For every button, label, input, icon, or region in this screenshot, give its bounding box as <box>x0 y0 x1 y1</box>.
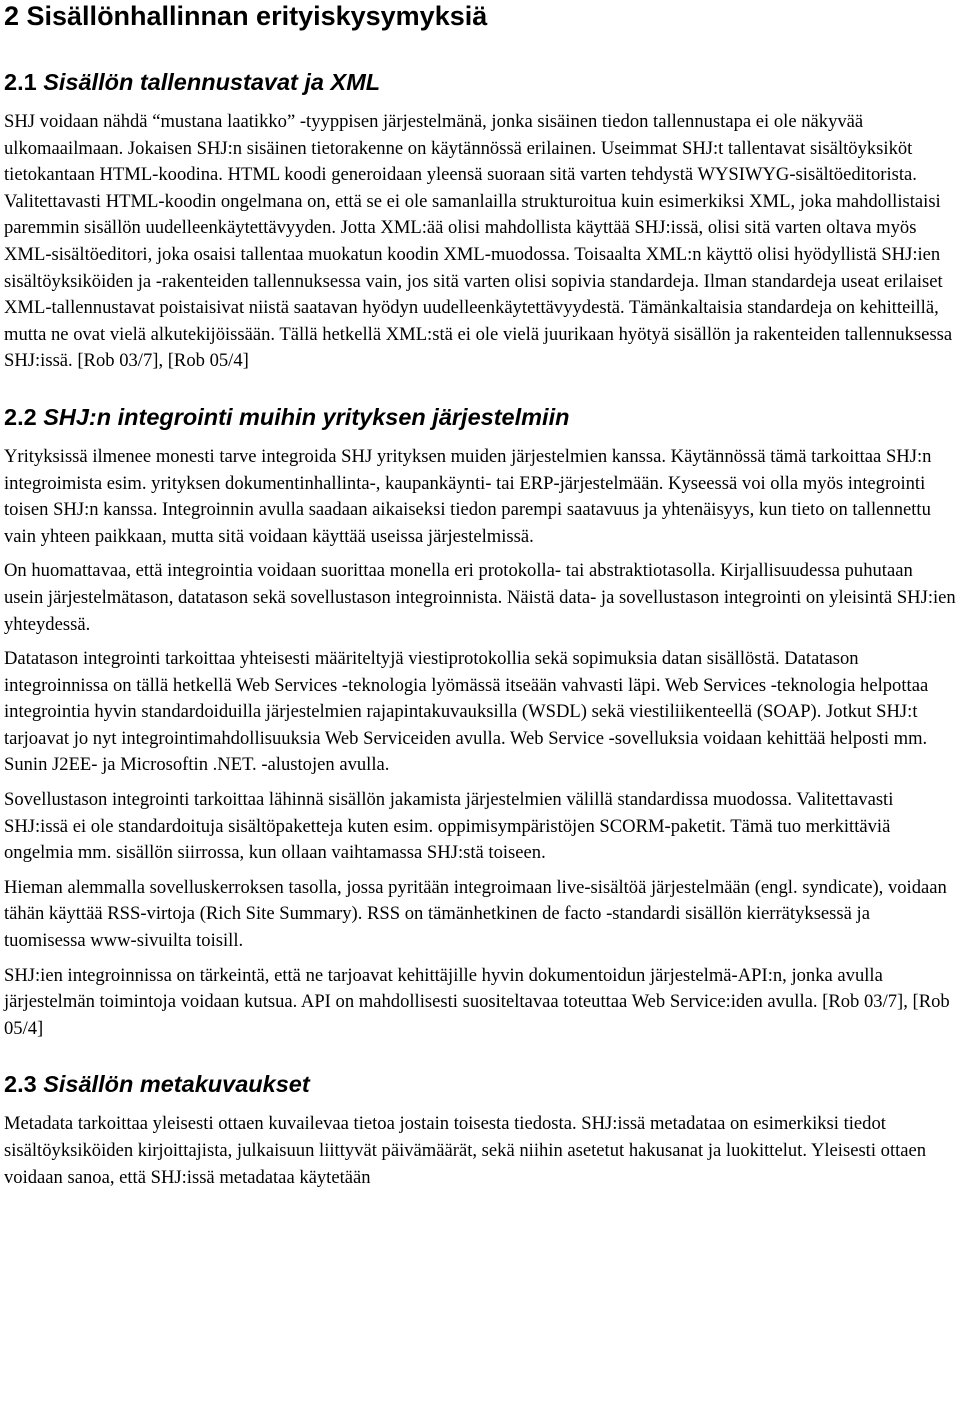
chapter-heading: 2 Sisällönhallinnan erityiskysymyksiä <box>4 1 488 31</box>
paragraph: Sovellustason integrointi tarkoittaa lähinnä sisällön jakamista järjestelmien välillä standardissa muodossa. Valitettavasti SHJ:issä ei ole standardoituja sisältöpaketteja kuten esim. oppimisympäristöjen SCORM-paketit. Tämä tuo merkittäviä ongelmia mm. sisällön siirrossa, kun ollaan vaihtamassa SHJ:stä toiseen. <box>4 789 894 864</box>
section-title: Sisällön tallennustavat ja XML <box>43 69 381 95</box>
section-heading-2-2 <box>4 403 956 431</box>
paragraph: SHJ:ien integroinnissa on tärkeintä, että ne tarjoavat kehittäjille hyvin dokumentoidun järjestelmä-API:n, jonka avulla järjestelmän toimintoja voidaan kutsua. API on mahdollisesti suositeltavaa toteuttaa Web Service:iden avulla. [Rob 03/7], [Rob 05/4] <box>4 964 950 1039</box>
paragraph: Datatason integrointi tarkoittaa yhteisesti määriteltyjä viestiprotokollia sekä sopimuksia datan sisällöstä. Datatason integroinnissa on tällä hetkellä Web Services -teknologia lyömässä itseään vahvasti läpi. Web Services -teknologia helpottaa integrointia hyvin standardoiduilla järjestelmien rajapintakuvauksilla (WSDL) sekä viestiliikenteellä (SOAP). Jotkut SHJ:t tarjoavat jo nyt integrointimahdollisuuksia Web Serviceiden avulla. Web Service -sovelluksia voidaan kehittää helposti mm. Sunin J2EE- ja Microsoftin .NET. -alustojen avulla. <box>4 648 929 776</box>
section-title: Sisällön metakuvaukset <box>43 1071 310 1098</box>
paragraph: Hieman alemmalla sovelluskerroksen tasolla, jossa pyritään integroimaan live-sisältöä järjestelmään (engl. syndicate), voidaan tähän käyttää RSS-virtoja (Rich Site Summary). RSS on tämänhetkinen de facto -standardi sisällön kierrätyksessä ja tuomisessa www-sivuilta toisill. <box>4 876 947 952</box>
paragraph: Metadata tarkoittaa yleisesti ottaen kuvailevaa tietoa jostain toisesta tiedosta. SHJ:issä metadataa on esimerkiksi tiedot sisältöyksiköiden kirjoittajista, julkaisuun liittyvät päivämäärät, sekä niihin asetetut hakusanat ja luokittelut. Yleisesti ottaen voidaan sanoa, että SHJ:issä metadataa käytetään <box>4 1113 927 1188</box>
paragraph: On huomattavaa, että integrointia voidaan suorittaa monella eri protokolla- tai abstraktiotasolla. Kirjallisuudessa puhutaan usein järjestelmätason, datatason sekä sovellustason integroinnista. Näistä data- ja sovellustason integrointi on yleisintä SHJ:ien yhteydessä. <box>4 560 956 635</box>
section-number: 2.2 <box>4 403 37 430</box>
section-title: SHJ:n integrointi muihin yrityksen järjestelmiin <box>43 403 570 430</box>
section-number: 2.1 <box>4 69 37 95</box>
paragraph: SHJ voidaan nähdä “mustana laatikko” -tyyppisen järjestelmänä, jonka sisäinen tiedon tallennustapa ei ole näkyvää ulkomaailmaan. Jokaisen SHJ:n sisäinen tietorakenne on käytännössä erilainen. Useimmat SHJ:t tallentavat sisältöyksiköt tietokantaan HTML-koodina. HTML koodi generoidaan yleensä suoraan sitä varten tehdystä WYSIWYG-sisältöeditorista. Valitettavasti HTML-koodin ongelmana on, että se ei ole samanlailla strukturoitua kuin esimerkiksi XML, joka mahdollistaisi paremmin sisällön uudelleenkäytettävyyden. Jotta XML:ää olisi mahdollista käyttää SHJ:issä, olisi sitä varten oltava myös XML-sisältöeditori, joka osaisi tallentaa muokatun koodin XML-muodossa. Toisaalta XML:n käyttö olisi hyödyllistä SHJ:ien sisältöyksiköiden ja -rakenteiden tallennuksessa vain, jos sitä varten olisi sopivia standardeja. Ilman standardeja useat erilaiset XML-tallennustavat poistaisivat niistä saatavan hyödyn uudelleenkäytettävyydestä. Tämänkaltaisia standardeja on kehitteillä, mutta ne ovat vielä alkutekijöissään. Tällä hetkellä XML:stä ei ole vielä juurikaan hyötyä sisällön ja rakenteiden tallennuksessa SHJ:issä. [Rob 03/7], [Rob 05/4] <box>4 111 953 372</box>
section-number: 2.3 <box>4 1071 37 1098</box>
document-page <box>4 0 956 1191</box>
section-heading-2-1 <box>4 68 956 96</box>
section-heading-2-3 <box>4 1070 956 1098</box>
paragraph: Yrityksissä ilmenee monesti tarve integroida SHJ yrityksen muiden järjestelmien kanssa. Käytännössä tämä tarkoittaa SHJ:n integroimista esim. yrityksen dokumentinhallinta-, kaupankäynti- tai ERP-järjestelmään. Kyseessä voi olla myös integrointi toisen SHJ:n kanssa. Integroinnin avulla saadaan aikaiseksi tiedon parempi saatavuus ja yhtenäisyys, kun tieto on tallennettu vain yhteen paikkaan, mutta sitä voidaan käyttää useissa järjestelmissä. <box>4 445 932 547</box>
